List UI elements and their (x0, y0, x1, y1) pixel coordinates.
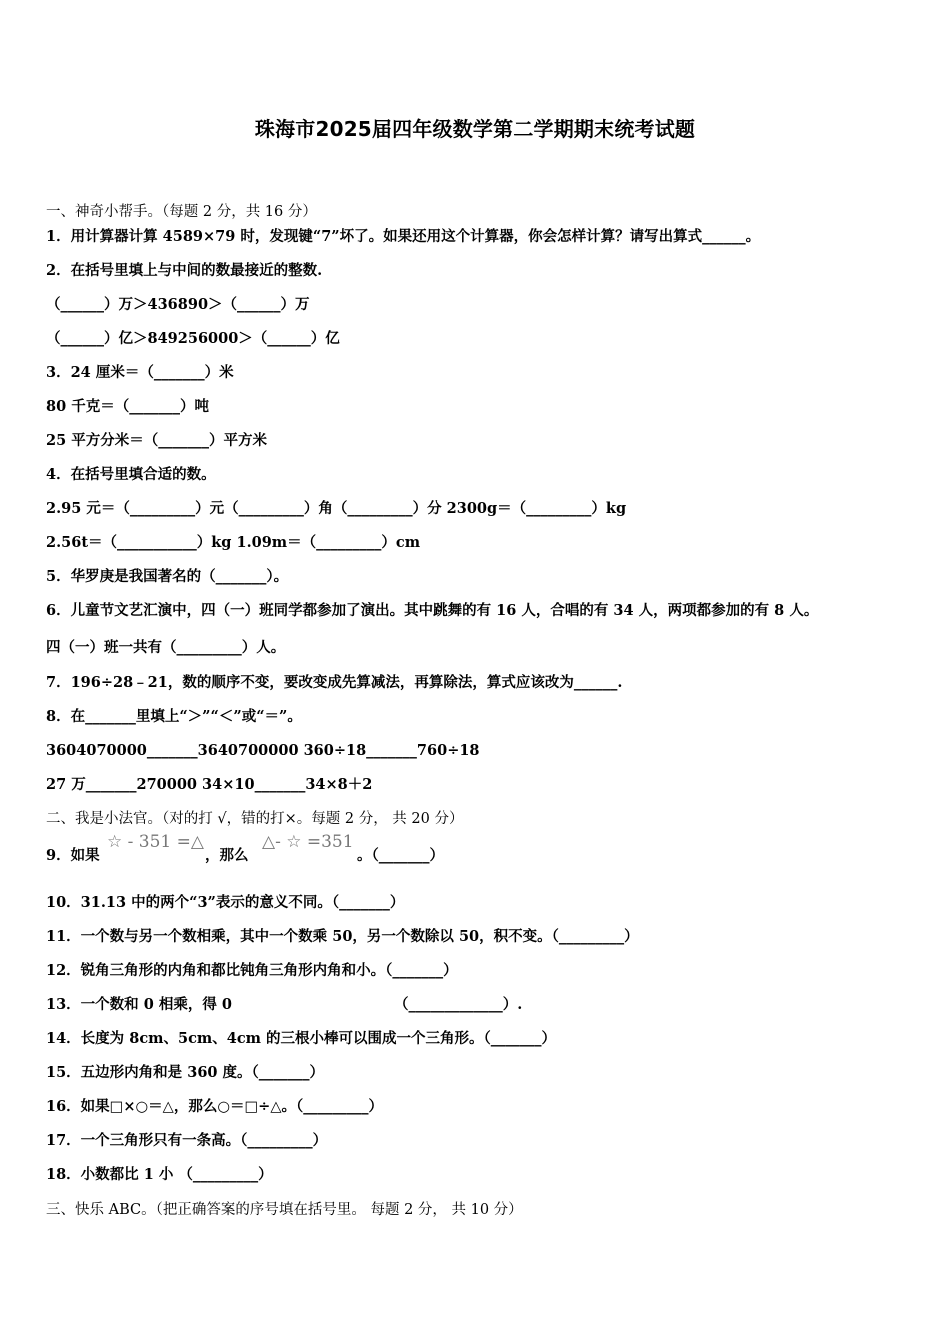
question-1: 1．用计算器计算 4589×79 时，发现键“7”坏了。如果还用这个计算器，你会怎样计算？请写出算式______。 (46, 228, 761, 245)
question-4: 4．在括号里填合适的数。 (46, 466, 216, 483)
question-17: 17．一个三角形只有一条高。（_________） (46, 1132, 328, 1149)
question-2-line-a: （______）万＞436890＞（______）万 (46, 296, 310, 313)
question-13-blank: （_____________）. (394, 996, 523, 1013)
question-6-line-b: 四（一）班一共有（_________）人。 (46, 639, 286, 656)
question-15: 15．五边形内角和是 360 度。（_______） (46, 1064, 325, 1081)
question-16: 16．如果□×○＝△，那么○＝□÷△。（_________） (46, 1098, 383, 1115)
question-3: 3．24 厘米＝（_______）米 (46, 364, 234, 381)
section-2-heading: 二、我是小法官。（对的打 √，错的打×。每题 2 分， 共 20 分） (46, 811, 464, 827)
question-2: 2．在括号里填上与中间的数最接近的整数. (46, 262, 323, 279)
question-18: 18．小数都比 1 小 （_________） (46, 1166, 273, 1183)
question-7: 7．196÷28﹣21，数的顺序不变，要改变成先算减法，再算除法，算式应该改为______. (46, 674, 623, 691)
question-3-line-b: 80 千克＝（_______）吨 (46, 398, 209, 415)
question-13: 13．一个数和 0 相乘，得 0 (46, 996, 232, 1013)
question-8-line-b: 27 万_______270000 34×10_______34×8＋2 (46, 776, 373, 793)
question-8: 8．在_______里填上“＞”“＜”或“＝”。 (46, 708, 302, 725)
question-9-formula-2: △- ☆ =351 (262, 832, 354, 852)
question-8-line-a: 3604070000_______3640700000 360÷18_______760÷18 (46, 742, 480, 759)
question-9-suffix: 。（_______） (357, 847, 444, 864)
exam-title: 珠海市2025届四年级数学第二学期期末统考试题 (254, 117, 696, 141)
question-11: 11．一个数与另一个数相乘，其中一个数乘 50，另一个数除以 50，积不变。（_________） (46, 928, 639, 945)
question-9-prefix: 9．如果 (46, 847, 100, 864)
question-3-line-c: 25 平方分米＝（_______）平方米 (46, 432, 267, 449)
question-14: 14．长度为 8cm、5cm、4cm 的三根小棒可以围成一个三角形。（_______） (46, 1030, 557, 1047)
question-9-mid: ，那么 (205, 847, 249, 864)
question-10: 10．31.13 中的两个“3”表示的意义不同。（_______） (46, 894, 405, 911)
question-4-line-b: 2.56t＝（___________）kg 1.09m＝（_________）cm (46, 534, 421, 551)
question-5: 5．华罗庚是我国著名的（_______）。 (46, 568, 289, 585)
question-9-formula-1: ☆ - 351 =△ (107, 832, 204, 852)
section-1-heading: 一、神奇小帮手。（每题 2 分，共 16 分） (46, 204, 317, 220)
question-6: 6．儿童节文艺汇演中，四（一）班同学都参加了演出。其中跳舞的有 16 人，合唱的有 34 人，两项都参加的有 8 人。 (46, 602, 819, 619)
section-3-heading: 三、快乐 ABC。（把正确答案的序号填在括号里。 每题 2 分， 共 10 分） (46, 1202, 523, 1218)
question-12: 12．锐角三角形的内角和都比钝角三角形内角和小。（_______） (46, 962, 458, 979)
question-2-line-b: （______）亿＞849256000＞（______）亿 (46, 330, 340, 347)
question-4-line-a: 2.95 元＝（_________）元（_________）角（_________）分 2300g＝（_________）kg (46, 500, 627, 517)
